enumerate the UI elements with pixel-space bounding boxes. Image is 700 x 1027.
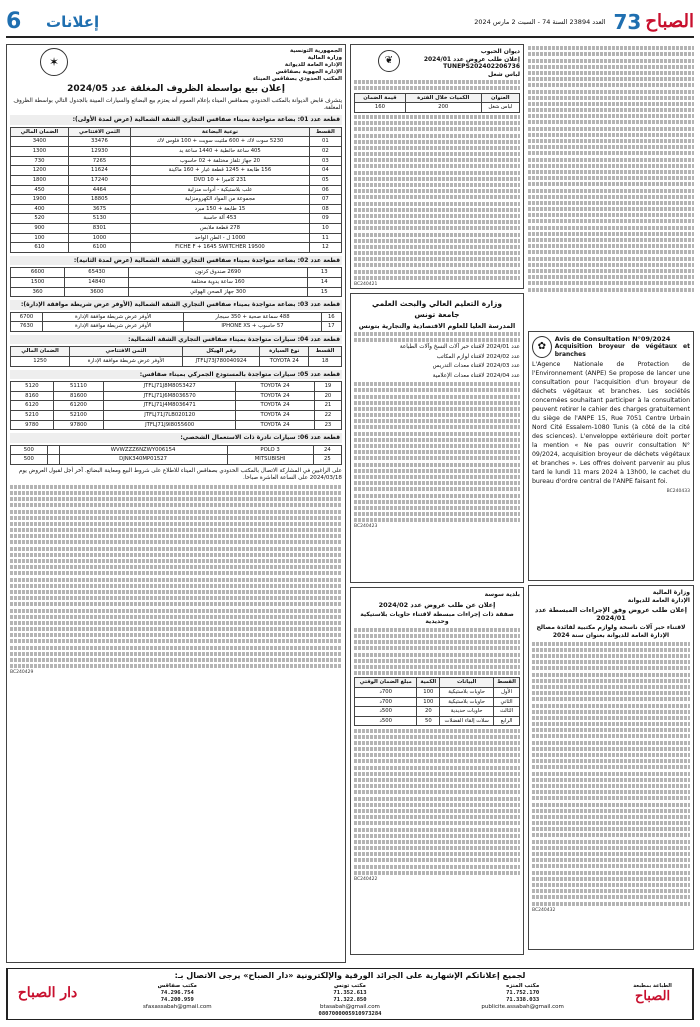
table-cell: 160 [355,103,406,113]
table-cell: 16 [321,312,341,322]
table-cell: 6120 [11,401,54,411]
univ-ministry: وزارة التعليم العالي والبحث العلمي [371,299,503,308]
customs-subtitle: لاقتناء حبر آلات ناسخة ولوازم مكتبية لفائدة مصالح الإدارة العامة للديوانة بعنوان سنة 2024 [536,624,686,639]
ad-reference: BC240422 [354,877,378,883]
table-row [11,312,342,322]
table-cell: 17240 [68,175,130,185]
ad-reference: BC240421 [354,282,378,288]
footer-brand: دار الصباح [17,985,78,1002]
table-cell: 13 [307,268,341,278]
lot5-title: قطعة عدد 05: سيارات متواجدة بالمستودع الجمركي بميناء صفاقس: [10,370,342,380]
office-fax: 71.322.850 [333,996,367,1003]
lot1-table [10,127,342,253]
customs-tender-ad [528,585,694,950]
office-block [436,983,609,1011]
table-row [11,391,342,401]
col-header: القسط [494,678,520,688]
table-row [11,195,342,205]
table-cell: حاويات بلاستيكية [440,697,494,707]
table-row [355,103,520,113]
footer-contact [87,969,613,1019]
table-row [11,204,342,214]
office-fax: 71.338.033 [506,996,540,1003]
body-text-lines [354,332,520,342]
table-row [11,185,342,195]
sale-intro: يتشرف قابض الديوانة بالمكتب الحدودي بصفاقس الميناء بإعلام العموم أنه يعتزم بيع البضائع والسيارات المبينة بالجدول التالي بواسطة الظروف المغلقة. [13,97,342,111]
ad-reference: BC240423 [354,524,378,530]
table-cell: TOYOTA 24 [236,391,315,401]
table-cell: TOYOTA 24 [260,356,309,366]
table-row [11,277,342,287]
table-cell: 360 [11,287,65,297]
table-cell: 57 حاسوب + IPHONE XS [184,322,321,332]
table-cell: 300 جهاز الصحن الهوائي [129,287,307,297]
newspaper-logo [614,10,694,35]
table-cell: 3400 [11,137,69,147]
col-header: العنوان [481,93,519,103]
office-name: مكتب المنزه [506,983,540,989]
lot6-title: قطعة عدد 06: سيارات نادرة ذات الاستعمال الشخصي: [10,433,342,443]
page-header [6,8,694,38]
muni-sub: صفقة ذات إجراءات مبسطة لاقتناء حاويات بلاستيكية وحديدية [360,610,514,626]
table-cell [47,445,59,455]
table-cell: JTFLJ71J8M8053427 [104,382,236,392]
table-cell: 7630 [11,322,43,332]
logo-name: الصباح [645,10,694,32]
table-cell: 81600 [53,391,103,401]
table-cell: 6600 [11,268,65,278]
table-cell: 01 [309,137,341,147]
univ-item: عدد 2024/02 لاقتناء لوازم المكاتب [436,353,520,360]
issue-info: العدد 23894 السنة 74 - السبت 2 مارس 2024 [474,17,606,26]
col-header: القسط [309,347,342,357]
table-cell: 50 [417,716,440,726]
office-email[interactable]: publicite.assabah@gmail.com [481,1003,564,1010]
table-cell: JTFLJ71J7LB020120 [104,410,236,420]
table-cell: 97800 [53,420,103,430]
office-email[interactable]: sfaxassabah@gmail.com [143,1003,212,1010]
customs-ministry: وزارة المالية [652,589,690,597]
table-cell: لباس شغل [481,103,519,113]
table-cell: الأول [494,687,520,697]
municipality-ad [350,587,524,955]
table-cell: 20 جهاز تلفاز مختلفة + 02 حاسوب [131,156,310,166]
grain-office-ad [350,44,524,289]
table-cell: الأوفر عرض شريطة موافقة الإدارة [43,312,184,322]
table-row [355,687,520,697]
table-cell: 500د [355,716,417,726]
col-header: الضمان المالي [11,127,69,137]
bank-rib: 0807000005910973284 [318,1010,382,1017]
table-row [11,420,342,430]
anpe-title: Avis de Consultation N°09/2024 [554,335,671,344]
body-text-lines [528,46,694,291]
table-row [11,223,342,233]
table-cell: 11 [309,233,341,243]
table-cell: 5130 [68,214,130,224]
lot3-table [10,312,342,332]
table-cell: 278 قطعة ملابس [131,223,310,233]
table-cell: 12930 [68,147,130,157]
table-cell: 2690 صندوق كرتون [129,268,307,278]
table-cell: TOYOTA 24 [236,420,315,430]
gov-line: المكتب الحدودي بصفاقس الميناء [253,75,342,82]
table-cell: 21 [314,401,341,411]
table-cell: 5120 [11,382,54,392]
table-cell: 1800 [11,175,69,185]
table-cell: 17 [321,322,341,332]
body-text-lines [354,729,520,875]
table-cell: 20 [314,391,341,401]
table-cell: 3675 [68,204,130,214]
table-cell: 25 [313,455,341,465]
table-row [11,243,342,253]
lot3-title: قطعة عدد 03: بضاعة متواجدة بميناء صفاقس التجاري الشقة الشمالية (الأوفر عرض شريطة موافقة الإدارة): [10,300,342,310]
table-cell: 65430 [65,268,129,278]
customs-dir: الإدارة العامة للديوانة [627,596,690,604]
customs-emblem-icon: ✶ [40,48,68,76]
col-header: الكميات خلال الفترة [405,93,481,103]
table-cell: 6100 [68,243,130,253]
right-column [528,44,694,963]
table-cell: TOYOTA 24 [236,401,315,411]
lot4-table [10,346,342,366]
table-row [11,410,342,420]
office-phone: 71.752.170 [506,989,540,996]
middle-column [350,44,524,963]
table-cell: 900 [11,223,69,233]
table-cell: الأوفر عرض شريطة موافقة الإدارة [43,322,184,332]
univ-name: جامعة تونس [414,310,460,320]
table-cell: 08 [309,204,341,214]
table-row [11,175,342,185]
table-cell: 5230 سوت لاك + 600 ملتيت سويت + 100 فلوس لاك [131,137,310,147]
gov-line: الجمهورية التونسية [289,48,342,54]
table-cell: 700د [355,697,417,707]
table-cell: 700د [355,687,417,697]
table-cell: 09 [309,214,341,224]
table-cell: الأوفر عرض شريطة موافقة الإدارة [70,356,183,366]
table-cell: 1200 [11,166,69,176]
muni-name: بلدية سوسة [484,591,520,598]
body-text-lines [532,642,690,906]
table-cell: 156 طابعة + 1245 قطعة غيار + 160 ماكينة [131,166,310,176]
office-name: مكتب صفاقس [157,983,197,989]
col-header: الثمن الافتتاحي [70,347,183,357]
ad-reference: BC240429 [10,670,34,676]
section-title: إعلانات [46,12,100,31]
table-cell: 7265 [68,156,130,166]
anpe-subtitle: Acquisition broyeur de végétaux et branches [554,343,690,358]
footer-brand-left [7,969,87,1019]
table-cell: 22 [314,410,341,420]
customs-sale-ad [6,44,346,963]
table-cell: WVWZZZ6NZWY006154 [59,445,227,455]
gov-line: وزارة المالية [307,54,342,61]
table-cell: 3600 [65,287,129,297]
table-cell: 1500 [11,277,65,287]
table-row [11,322,342,332]
grain-office-name: ديوان الحبوب [480,48,520,55]
body-text-lines [10,485,342,668]
table-cell: سلات إلقاء الفضلات [440,716,494,726]
table-cell: حاويات بلاستيكية [440,687,494,697]
lot4-title: قطعة عدد 04: سيارات متواجدة بميناء صفاقس التجاري الشقة الشمالية: [10,335,342,345]
table-cell: 500د [355,707,417,717]
grain-code: TUNEPS202402206736 [443,63,520,70]
col-header: القسط [309,127,341,137]
table-cell: 23 [314,420,341,430]
table-row [11,287,342,297]
col-header: رقم الهيكل [182,347,260,357]
table-row [11,214,342,224]
lot1-title: قطعة عدد 01: بضاعة متواجدة بميناء صفاقس التجاري الشقة الشمالية (عرض لمدة الأولى): [10,115,342,125]
col-header: قيمة الضمان [355,93,406,103]
lot2-title: قطعة عدد 02: بضاعة متواجدة بميناء صفاقس التجاري الشقة الشمالية (عرض لمدة الثانية): [10,256,342,266]
lot5-table [10,381,342,430]
footer-logo: الصباح [634,989,671,1004]
sale-closing: على الراغبين في المشاركة الاتصال بالمكتب الحدودي بصفاقس الميناء للاطلاع على شروط البيع ومعاينة البضائع. آخر أجل لقبول العروض يوم 2024/03/18 على الساعة العاشرة صباحا. [18,467,342,482]
col-header: الثمن الافتتاحي [68,127,130,137]
table-cell: 450 [11,185,69,195]
table-cell: 24 [313,445,341,455]
lot6-table [10,445,342,465]
table-cell: 100 [417,687,440,697]
table-cell: 18 [309,356,342,366]
table-cell: 15 طابعة + 150 مبرد [131,204,310,214]
table-cell: 1300 [11,147,69,157]
table-row [11,445,342,455]
table-cell: 4464 [68,185,130,195]
table-cell: حاويات حديدية [440,707,494,717]
table-cell: 200 [405,103,481,113]
table-cell: مجموعة من المواد الكهرومنزلية [131,195,310,205]
body-text-lines [354,382,520,522]
table-cell [47,455,59,465]
table-cell: 51110 [53,382,103,392]
table-cell: 8301 [68,223,130,233]
table-cell: 19500 FICHE F + 1645 SWITCHER [131,243,310,253]
grain-title: إعلان طلب عروض عدد 2024/01 [423,55,520,63]
table-cell: 02 [309,147,341,157]
grain-continued-text [528,46,694,331]
office-fax: 74.200.959 [160,996,194,1003]
office-email[interactable]: btasabah@gmail.com [320,1003,380,1010]
office-name: مكتب تونس [334,983,366,989]
gov-header [253,48,342,82]
table-cell: 61200 [53,401,103,411]
table-row [11,401,342,411]
office-phone: 74.296.754 [160,989,194,996]
univ-item: عدد 2024/03 لاقتناء معدات التدريس [432,363,520,370]
table-cell: TOYOTA 24 [236,410,315,420]
table-cell: 100 [11,233,69,243]
customs-title: إعلان طلب عروض وفق الإجراءات المبسطة عدد 2024/01 [534,606,687,623]
table-row [11,356,342,366]
table-cell: 33476 [68,137,130,147]
table-cell: 488 سماعة صحية + 350 سيجار [184,312,321,322]
table-cell: TOYOTA 24 [236,382,315,392]
logo-number: 73 [613,9,642,34]
table-cell: JTFLJ71J9I8055600 [104,420,236,430]
table-cell: علب بلاستيكية - أدوات منزلية [131,185,310,195]
table-cell: 9780 [11,420,54,430]
gov-line: الإدارة العامة للديوانة [284,61,342,68]
page-number: 6 [6,9,22,35]
col-header: مبلغ الضمان الوقتي [355,678,417,688]
table-row [11,382,342,392]
table-cell: JTFLJ73J780040924 [182,356,260,366]
customs-sale-box [6,44,346,963]
table-cell: 06 [309,185,341,195]
col-header: البيانات [440,678,494,688]
table-cell: MITSUBISHI [227,455,313,465]
table-cell: الثالث [494,707,520,717]
table-row [11,137,342,147]
table-cell: 1900 [11,195,69,205]
table-cell: 12 [309,243,341,253]
anpe-logo-icon: ✿ [532,336,552,358]
anpe-body: L'Agence Nationale de Protection de l'Environnement (ANPE) Se propose de lancer une consultation pour l'acquisition d'un broyeur de déchets végétaux et branches. Les sociétés concernées souhaitant participer à la consultation peuvent retirer le cahier des charges gratuitement du siège de l'ANPE 15, Rue 7051 Centre Urbain Nord Cité Essalem-1080 Tunis (à côté de la cité des sciences). L'enveloppe extérieure doit porter la mention « Ne pas ouvrir consultation N° 09/2024, acquisition broyeur de déchets végétaux et branches ». Les offres doivent parvenir au plus tard le lundi 11 mars 2024 à 13h00, le cachet du bureau d'ordre central de l'ANPE faisant foi. [532,361,690,486]
table-cell: 11624 [68,166,130,176]
table-cell: 52100 [53,410,103,420]
table-cell: 400 [11,204,69,214]
table-cell: POLO 3 [227,445,313,455]
office-block [91,983,264,1011]
table-cell: 231 كاميرا + DVD 10 [131,175,310,185]
table-row [355,707,520,717]
table-cell: 1000 ل - الطن الواحد [131,233,310,243]
anpe-consultation-ad [528,331,694,581]
table-cell: 100 [417,697,440,707]
table-cell: 03 [309,156,341,166]
footer-tagline: الطباعة بمطبعة [633,982,672,989]
office-phone: 71.352.613 [333,989,367,996]
col-header: الضمان المالي [11,347,70,357]
table-cell: 20 [417,707,440,717]
table-cell: 500 [11,445,48,455]
sale-title: إعلان بيع بواسطة الظروف المغلقة عدد 2024/05 [67,84,285,95]
body-text-lines [354,628,520,675]
table-cell: 1250 [11,356,70,366]
table-row [355,697,520,707]
lot2-table [10,267,342,297]
grain-sub: لباس شغل [488,70,520,78]
table-cell: 18805 [68,195,130,205]
grain-office-logo-icon: ❦ [378,50,400,72]
table-row [355,716,520,726]
univ-school: المدرسة العليا للعلوم الاقتصادية والتجارية بتونس [358,321,516,330]
table-cell: 14840 [65,277,129,287]
univ-item: عدد 2024/01 لاقتناء حبر آلات النسخ وآلات الطباعة [399,344,520,351]
advertising-footer [6,968,694,1020]
table-cell: 730 [11,156,69,166]
table-cell: 160 ساعة يدوية مختلفة [129,277,307,287]
body-text-lines [354,80,520,90]
table-cell: 6700 [11,312,43,322]
table-cell: 453 آلة حاسبة [131,214,310,224]
table-cell: JTFLJ71J4M8036471 [104,401,236,411]
office-block [264,983,437,1011]
table-row [11,166,342,176]
table-cell: الثاني [494,697,520,707]
table-cell: 520 [11,214,69,224]
table-cell: 5210 [11,410,54,420]
table-cell: 15 [307,287,341,297]
gov-line: الإدارة الجهوية بصفاقس [275,68,342,75]
table-cell: 04 [309,166,341,176]
table-cell: 610 [11,243,69,253]
university-ad [350,293,524,583]
muni-table [354,677,520,726]
table-row [11,268,342,278]
table-cell: 405 ساعة حائطية + 1440 ساعة يد [131,147,310,157]
table-cell: 05 [309,175,341,185]
grain-table [354,93,520,113]
footer-brand-right [613,969,693,1019]
table-cell: 10 [309,223,341,233]
table-cell: DJNK340MP01527 [59,455,227,465]
col-header: الكمية [417,678,440,688]
table-row [11,156,342,166]
col-header: نوع السيارة [260,347,309,357]
table-cell: الرابع [494,716,520,726]
table-cell: 8160 [11,391,54,401]
ad-reference: BC240433 [666,489,690,495]
ad-reference: BC240432 [532,907,556,913]
table-cell: 1000 [68,233,130,243]
body-text-lines [354,115,520,280]
table-cell: 19 [314,382,341,392]
univ-item: عدد 2024/04 لاقتناء معدات الإعلامية [432,372,520,379]
table-cell: 14 [307,277,341,287]
table-row [11,233,342,243]
table-row [11,455,342,465]
table-cell: 500 [11,455,48,465]
footer-title: لجميع إعلاناتكم الإشهارية على الجرائد الورقية والإلكترونية «دار الصباح» يرجى الاتصال بـ: [174,971,526,980]
muni-title: إعلان عن طلب عروض عدد 2024/02 [378,600,496,609]
table-cell: 07 [309,195,341,205]
col-header: نوعية البضاعة [131,127,310,137]
table-cell: JTFLJ71J6M8036570 [104,391,236,401]
table-row [11,147,342,157]
